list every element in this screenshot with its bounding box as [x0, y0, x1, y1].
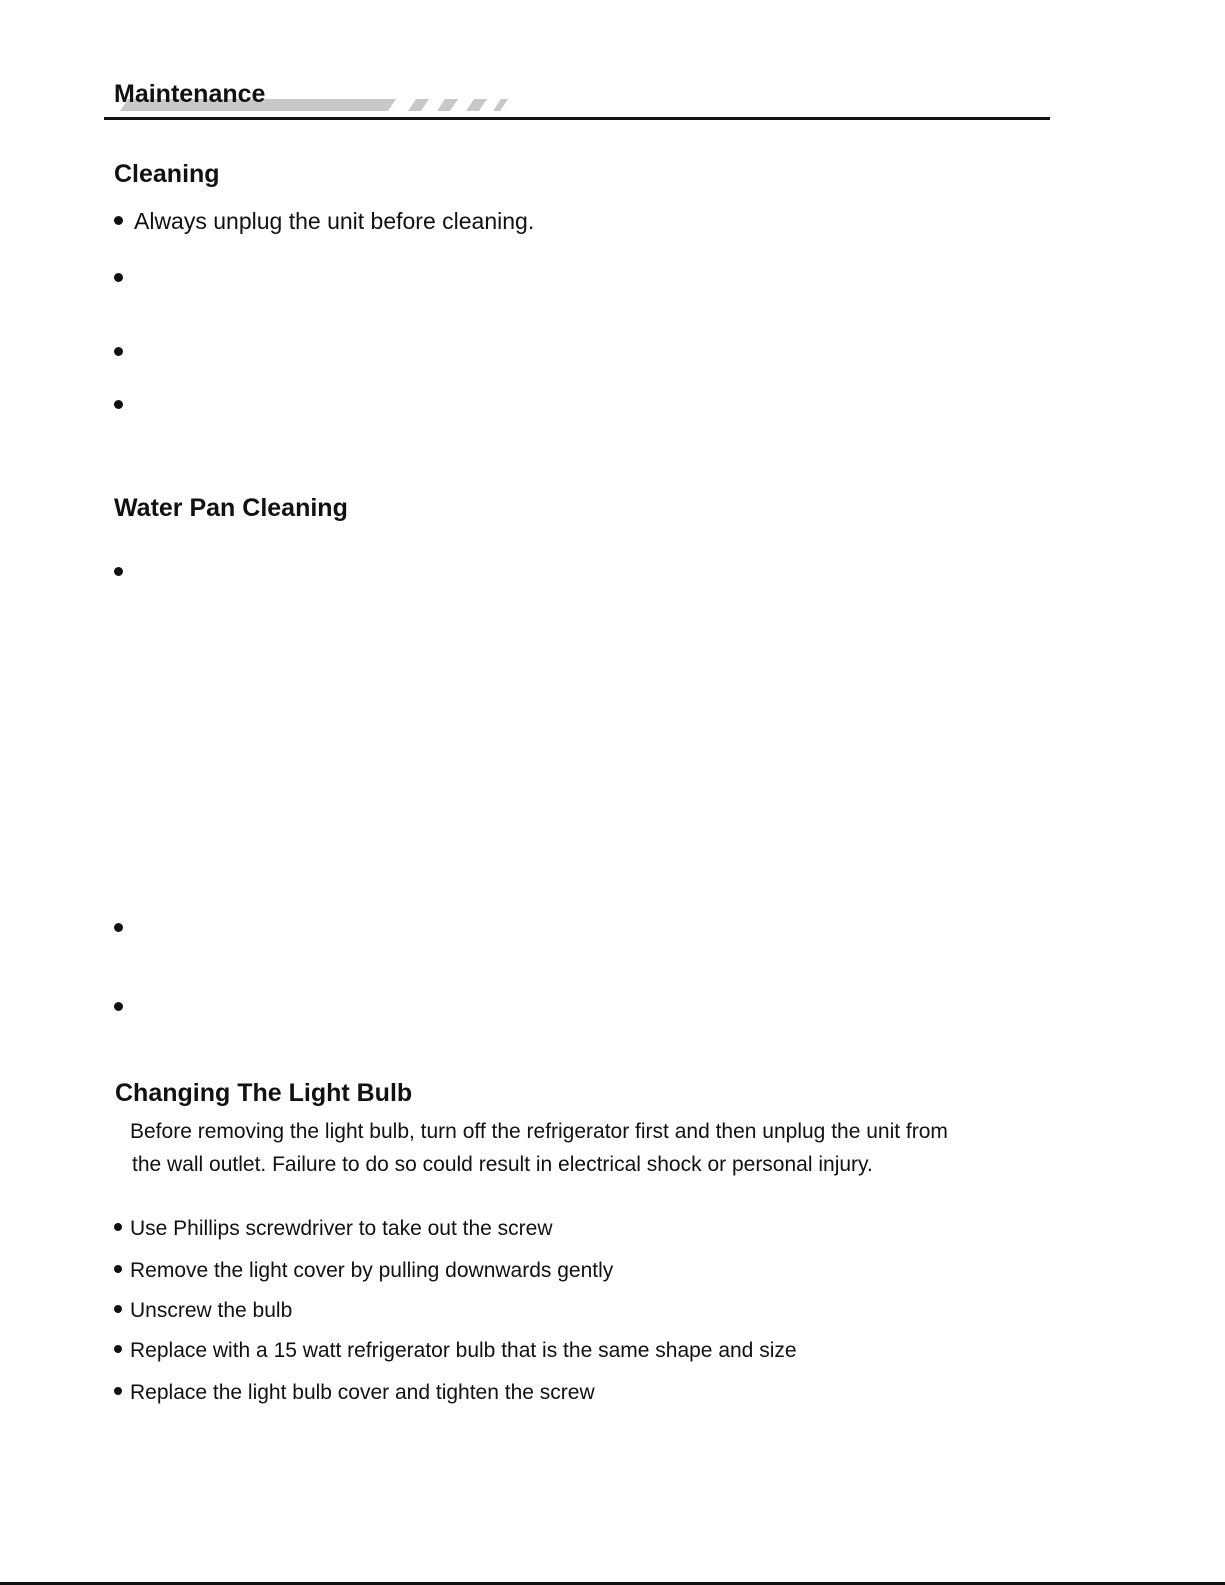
water-pan-heading: Water Pan Cleaning — [114, 494, 348, 522]
bullet-icon — [114, 1265, 122, 1273]
bullet-icon — [114, 347, 123, 356]
bullet-icon — [114, 216, 123, 225]
header-rule — [104, 117, 1050, 120]
cleaning-heading: Cleaning — [114, 160, 220, 188]
bullet-icon — [114, 1002, 123, 1011]
light-bulb-step-text: Replace with a 15 watt refrigerator bulb that is the same shape and size — [130, 1339, 797, 1362]
bullet-icon — [114, 1223, 122, 1231]
bullet-icon — [114, 1305, 122, 1313]
bullet-icon — [114, 923, 123, 932]
bullet-icon — [114, 1345, 122, 1353]
light-bulb-intro-line2: the wall outlet. Failure to do so could result in electrical shock or personal injury. — [132, 1153, 873, 1176]
light-bulb-step-text: Replace the light bulb cover and tighten the screw — [130, 1381, 595, 1404]
bullet-icon — [114, 1387, 122, 1395]
bullet-icon — [114, 273, 123, 282]
light-bulb-step-text: Remove the light cover by pulling downwards gently — [130, 1259, 614, 1282]
bullet-icon — [114, 400, 123, 409]
cleaning-item-text: Always unplug the unit before cleaning. — [134, 208, 535, 234]
light-bulb-heading: Changing The Light Bulb — [115, 1079, 413, 1107]
light-bulb-intro-line1: Before removing the light bulb, turn off the refrigerator first and then unplug the unit from — [130, 1120, 948, 1143]
light-bulb-step-text: Use Phillips screwdriver to take out the screw — [130, 1217, 553, 1240]
page-title: Maintenance — [114, 80, 266, 108]
light-bulb-step-text: Unscrew the bulb — [130, 1299, 293, 1322]
bullet-icon — [114, 567, 123, 576]
